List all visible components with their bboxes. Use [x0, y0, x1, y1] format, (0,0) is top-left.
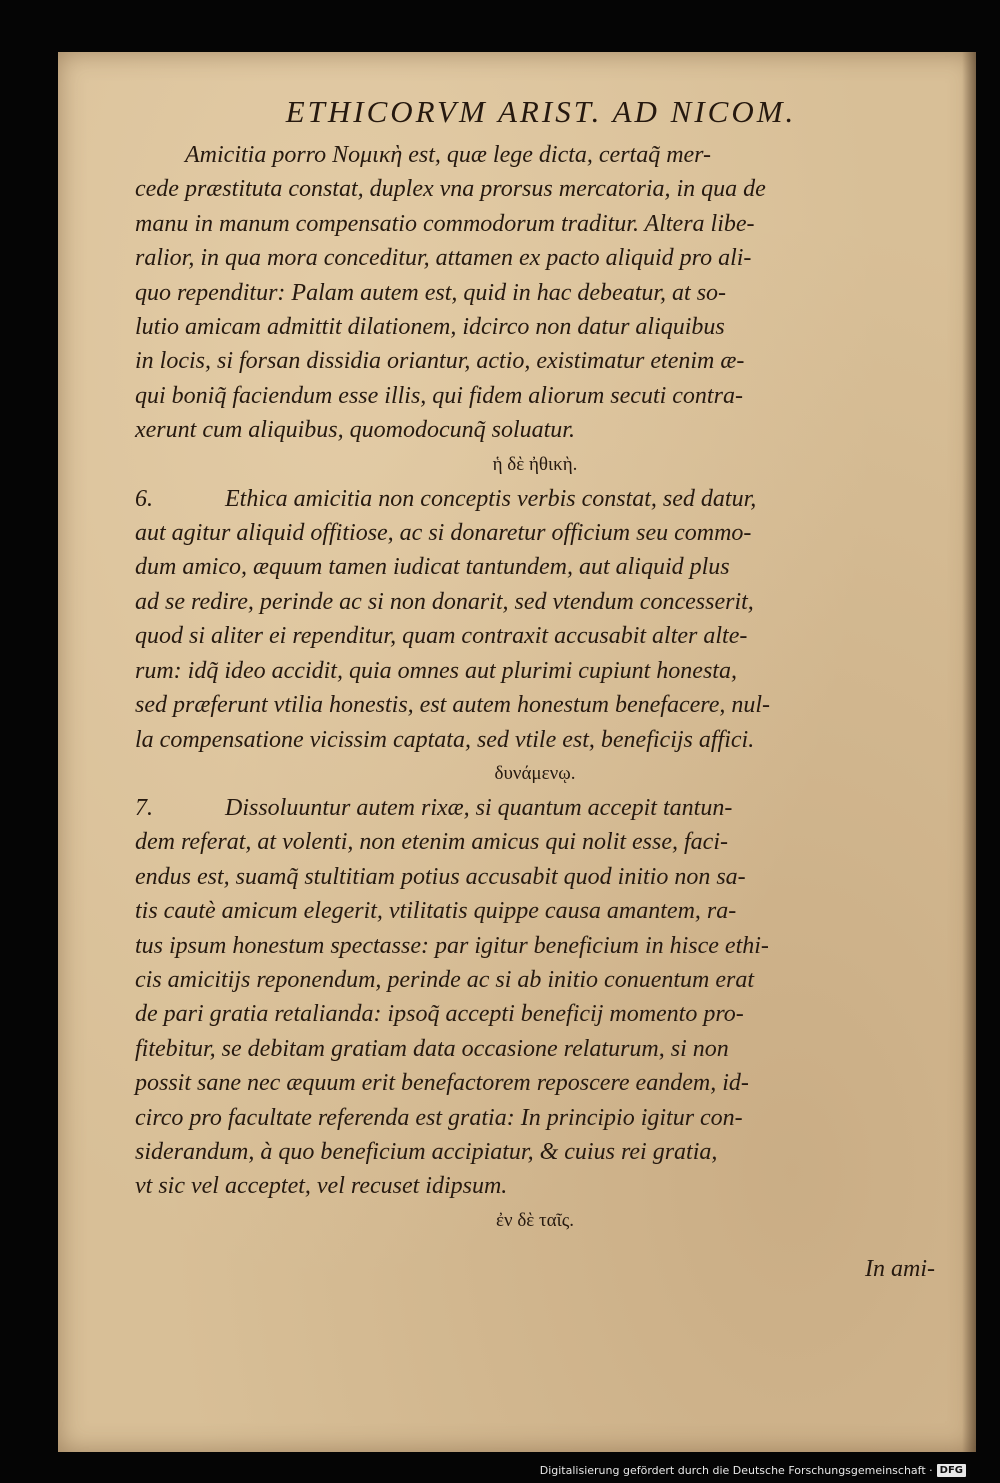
section-6 [135, 482, 935, 757]
greek-marginal-heading: ἡ δὲ ἠθικὴ. [492, 453, 578, 475]
text-line: dum amico, æquum tamen iudicat tantundem, aut aliquid plus [135, 554, 730, 581]
footer-text: Digitalisierung gefördert durch die Deutsche Forschungsgemeinschaft · [539, 1464, 933, 1477]
text-line: dem referat, at volenti, non etenim amicus qui nolit esse, faci- [135, 829, 728, 856]
text-line: quo rependitur: Palam autem est, quid in hac debeatur, at so- [135, 279, 727, 306]
dfg-logo: DFG [937, 1464, 966, 1477]
text-line: tus ipsum honestum spectasse: par igitur beneficium in hisce ethi- [135, 932, 769, 959]
text-line: in locis, si forsan dissidia oriantur, actio, existimatur etenim æ- [135, 348, 745, 375]
text-line: quod si aliter ei rependitur, quam contraxit accusabit alter alte- [135, 623, 748, 650]
text-line-content: Dissoluuntur autem rixæ, si quantum accepit tantun- [225, 794, 733, 821]
text-line-content: Ethica amicitia non conceptis verbis constat, sed datur, [225, 485, 757, 512]
catchword: In ami- [865, 1255, 935, 1282]
text-line: xerunt cum aliquibus, quomodocunq̃ soluatur. [135, 417, 575, 444]
greek-marginal-heading: ἐν δὲ ταῖς. [496, 1209, 574, 1231]
paragraph-1 [135, 138, 935, 448]
text-line: qui boniq̃ faciendum esse illis, qui fidem aliorum secuti contra- [135, 382, 743, 409]
text-line: la compensatione vicissim captata, sed vtile est, beneficijs affici. [135, 726, 755, 753]
text-line: ad se redire, perinde ac si non donarit, sed vtendum concesserit, [135, 588, 754, 615]
text-line: sed præferunt vtilia honestis, est autem honestum benefacere, nul- [135, 692, 771, 719]
page-text [135, 94, 935, 1286]
text-line: cede præstituta constat, duplex vna prorsus mercatoria, in qua de [135, 176, 766, 203]
text-line: tis cautè amicum elegerit, vtilitatis quippe causa amantem, ra- [135, 898, 737, 925]
text-line: manu in manum compensatio commodorum traditur. Altera libe- [135, 210, 755, 237]
text-line: rum: idq̃ ideo accidit, quia omnes aut plurimi cupiunt honesta, [135, 657, 737, 684]
section-7 [135, 791, 935, 1204]
text-line: aut agitur aliquid offitiose, ac si donaretur officium seu commo- [135, 520, 752, 547]
page-edge-shadow [962, 52, 976, 1452]
text-line: fitebitur, se debitam gratiam data occasione relaturum, si non [135, 1035, 729, 1062]
text-line: lutio amicam admittit dilationem, idcirco non datur aliquibus [135, 314, 725, 341]
text-line: de pari gratia retalianda: ipsoq̃ accepti beneficij momento pro- [135, 1001, 744, 1028]
section-number: 7. [135, 794, 153, 821]
running-head: ETHICORVM ARIST. AD NICOM. [285, 94, 797, 129]
text-line: ralior, in qua mora conceditur, attamen ex pacto aliquid pro ali- [135, 245, 752, 272]
text-line: Amicitia porro Νομικὴ est, quæ lege dicta, certaq̃ mer- [185, 142, 712, 168]
text-line: circo pro facultate referenda est gratia: In principio igitur con- [135, 1104, 743, 1131]
greek-marginal-heading: δυνάμενῳ. [494, 762, 576, 784]
text-line: vt sic vel acceptet, vel recuset idipsum. [135, 1173, 508, 1200]
text-line: possit sane nec æquum erit benefactorem reposcere eandem, id- [135, 1070, 749, 1097]
text-line [135, 482, 935, 516]
text-line [135, 791, 935, 825]
text-line: endus est, suamq̃ stultitiam potius accusabit quod initio non sa- [135, 863, 746, 890]
text-line: cis amicitijs reponendum, perinde ac si ab initio conuentum erat [135, 966, 755, 993]
section-number: 6. [135, 485, 153, 512]
digitization-footer [540, 1464, 966, 1477]
text-line: siderandum, à quo beneficium accipiatur, & cuius rei gratia, [135, 1138, 718, 1165]
